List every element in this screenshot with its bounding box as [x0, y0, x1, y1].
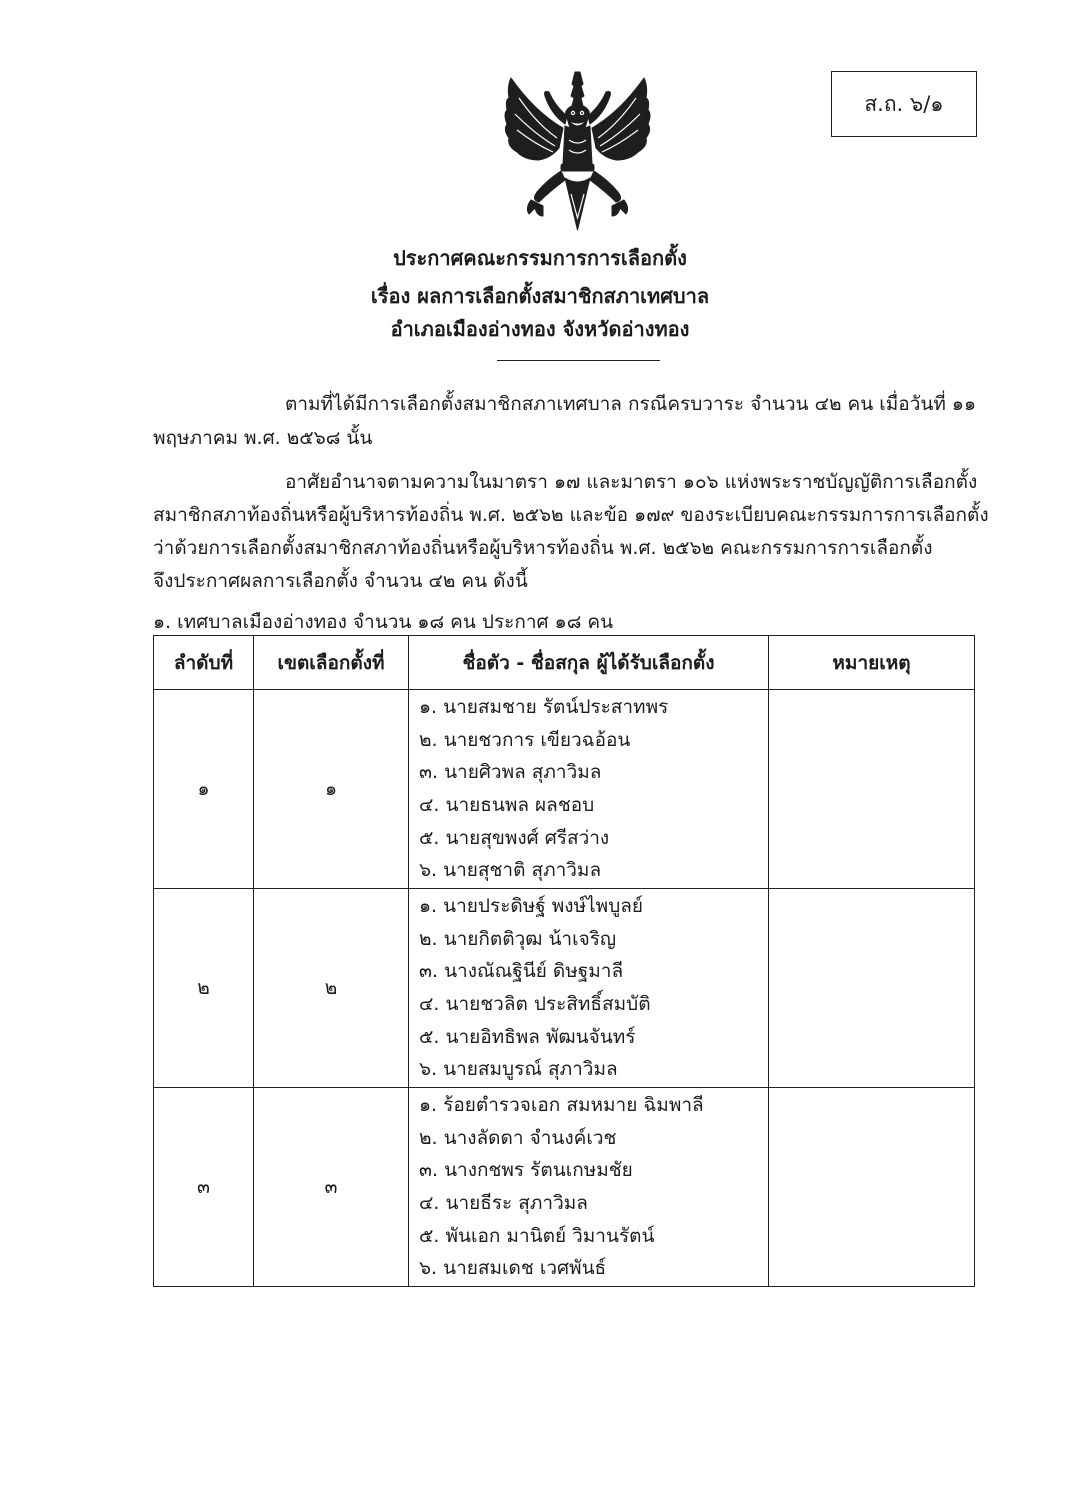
election-results-table [153, 635, 975, 1287]
table-row [154, 690, 975, 889]
candidate-name: ๓. นายศิวพล สุภาวิมล [419, 761, 602, 784]
paragraph-1-line-2: พฤษภาคม พ.ศ. ๒๕๖๘ นั้น [153, 427, 373, 449]
remark-cell [769, 889, 975, 1088]
paragraph-2-line-2: สมาชิกสภาท้องถิ่นหรือผู้บริหารท้องถิ่น พ.ศ. ๒๕๖๒ และข้อ ๑๗๙ ของระเบียบคณะกรรมการการเลือกตั้ง [153, 504, 989, 526]
candidate-name: ๒. นายกิตติวุฒ น้าเจริญ [419, 927, 617, 950]
candidate-name: ๖. นายสมเดช เวศพันธ์ [419, 1257, 607, 1280]
table-row [154, 1088, 975, 1287]
candidate-name: ๔. นายธนพล ผลชอบ [419, 794, 595, 816]
header-district: เขตเลือกตั้งที่ [254, 636, 409, 690]
candidate-name: ๕. พันเอก มานิตย์ วิมานรัตน์ [419, 1224, 655, 1247]
candidate-name: ๒. นางลัดดา จำนงค์เวช [419, 1126, 617, 1149]
names-cell [409, 690, 769, 889]
candidate-name: ๓. นางณัณฐินีย์ ดิษฐมาลี [419, 960, 624, 983]
candidate-name: ๓. นางกชพร รัตนเกษมชัย [419, 1159, 633, 1182]
announcement-subject: เรื่อง ผลการเลือกตั้งสมาชิกสภาเทศบาล [370, 284, 710, 308]
names-cell [409, 889, 769, 1088]
table-header-row [154, 636, 975, 690]
district-cell: ๓ [254, 1088, 409, 1287]
candidate-name: ๕. นายอิทธิพล พัฒนจันทร์ [419, 1025, 636, 1048]
form-code-box [831, 71, 977, 137]
candidate-name: ๖. นายสุชาติ สุภาวิมล [419, 859, 602, 882]
section-heading: ๑. เทศบาลเมืองอ่างทอง จำนวน ๑๘ คน ประกาศ ๑๘ คน [153, 611, 614, 633]
remark-cell [769, 690, 975, 889]
header-order: ลำดับที่ [154, 636, 254, 690]
title-divider [497, 360, 660, 361]
table-row [154, 889, 975, 1088]
paragraph-2-line-3: ว่าด้วยการเลือกตั้งสมาชิกสภาท้องถิ่นหรือผู้บริหารท้องถิ่น พ.ศ. ๒๕๖๒ คณะกรรมการการเลือกตั้ง [153, 537, 933, 559]
candidate-name: ๔. นายธีระ สุภาวิมล [419, 1192, 588, 1214]
candidate-name: ๔. นายชวลิต ประสิทธิ์สมบัติ [419, 993, 651, 1015]
candidate-name: ๖. นายสมบูรณ์ สุภาวิมล [419, 1058, 618, 1081]
announcement-location: อำเภอเมืองอ่างทอง จังหวัดอ่างทอง [390, 317, 690, 341]
names-cell [409, 1088, 769, 1287]
remark-cell [769, 1088, 975, 1287]
header-name: ชื่อตัว - ชื่อสกุล ผู้ได้รับเลือกตั้ง [409, 636, 769, 690]
paragraph-2-line-1: อาศัยอำนาจตามความในมาตรา ๑๗ และมาตรา ๑๐๖ แห่งพระราชบัญญัติการเลือกตั้ง [285, 471, 978, 493]
header-remark: หมายเหตุ [769, 636, 975, 690]
garuda-emblem-icon [495, 68, 660, 233]
order-cell: ๒ [154, 889, 254, 1088]
order-cell: ๓ [154, 1088, 254, 1287]
form-code: ส.ถ. ๖/๑ [864, 91, 944, 116]
candidate-name: ๒. นายชวการ เขียวฉอ้อน [419, 728, 631, 751]
paragraph-2-line-4: จึงประกาศผลการเลือกตั้ง จำนวน ๔๒ คน ดังนี้ [153, 570, 528, 592]
announcement-title: ประกาศคณะกรรมการการเลือกตั้ง [393, 246, 687, 270]
district-cell: ๒ [254, 889, 409, 1088]
candidate-name: ๕. นายสุขพงศ์ ศรีสว่าง [419, 826, 610, 849]
candidate-name: ๑. นายประดิษฐ์ พงษ์ไพบูลย์ [419, 894, 644, 917]
candidate-name: ๑. ร้อยตำรวจเอก สมหมาย ฉิมพาลี [419, 1093, 704, 1116]
district-cell: ๑ [254, 690, 409, 889]
order-cell: ๑ [154, 690, 254, 889]
candidate-name: ๑. นายสมชาย รัตน์ประสาทพร [419, 695, 669, 718]
paragraph-1-line-1: ตามที่ได้มีการเลือกตั้งสมาชิกสภาเทศบาล กรณีครบวาระ จำนวน ๔๒ คน เมื่อวันที่ ๑๑ [285, 393, 977, 415]
